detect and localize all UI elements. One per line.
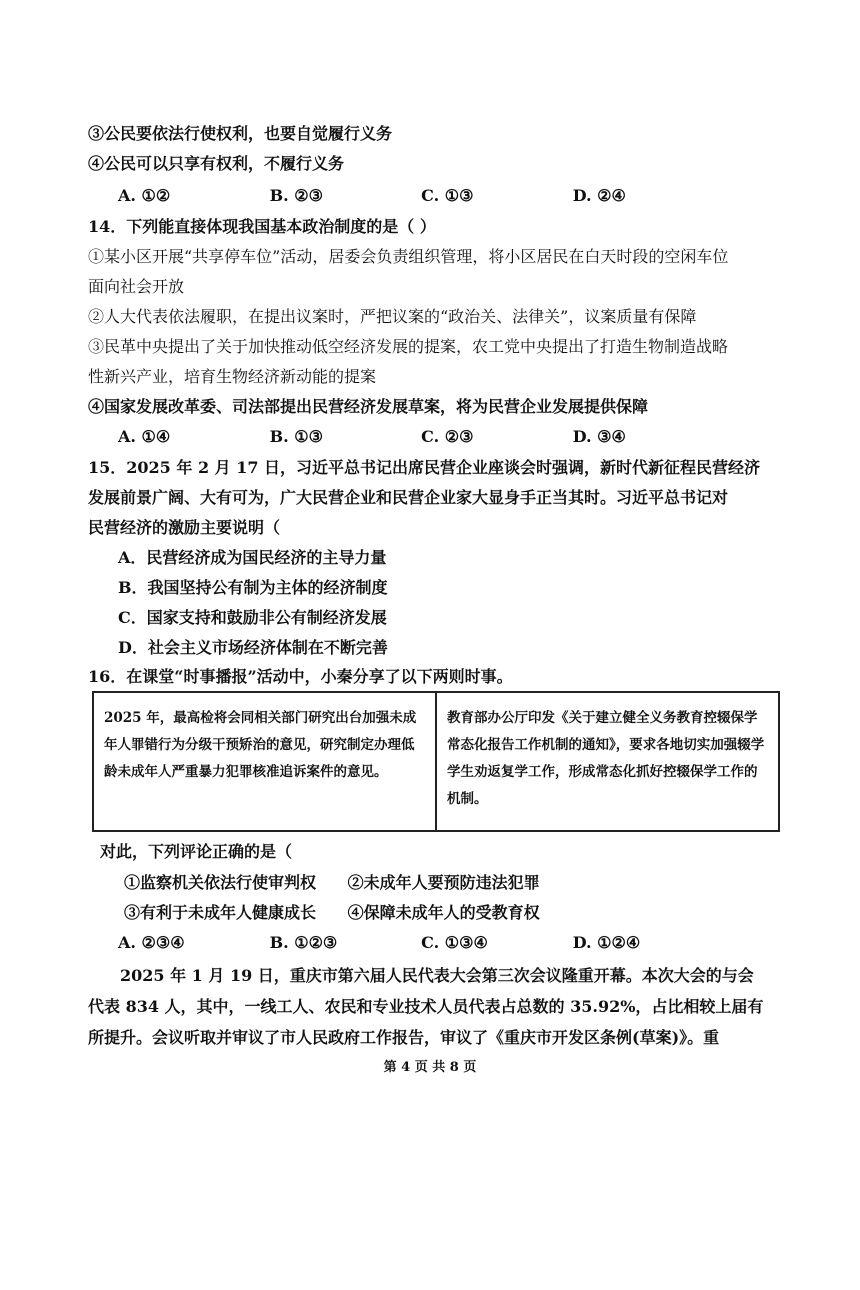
- option-a: A. ①②: [118, 186, 171, 205]
- q16-items-row-2: [124, 902, 540, 924]
- q14-item-3: ③民革中央提出了关于加快推动低空经济发展的提案，农工党中央提出了打造生物制造战略: [88, 337, 729, 356]
- option-b: B. ①②③: [269, 933, 338, 952]
- q16-stem: 16．在课堂“时事播报”活动中，小秦分享了以下两则时事。: [88, 667, 513, 686]
- fragment-options: [118, 185, 719, 207]
- material-line-1: 2025 年 1 月 19 日，重庆市第六届人民代表大会第三次会议隆重开幕。本次大会的与会: [120, 966, 754, 985]
- q16-options: [118, 932, 719, 954]
- option-d: D. ②④: [572, 186, 626, 205]
- option-c: C. ①③: [421, 186, 474, 205]
- option-d: D. ③④: [572, 427, 626, 446]
- q16-item-1: ①监察机关依法行使审判权: [124, 873, 317, 892]
- q16-item-2: ②未成年人要预防违法犯罪: [347, 873, 540, 892]
- option-c: C. ②③: [421, 427, 474, 446]
- material-paragraph: [88, 960, 773, 1053]
- q16-item-4: ④保障未成年人的受教育权: [347, 903, 540, 922]
- news-cell-left: 2025 年，最高检将会同相关部门研究出台加强未成年人罪错行为分级干预矫治的意见，研究制定办理低龄未成年人严重暴力犯罪核准追诉案件的意见。: [94, 693, 437, 830]
- q16-prompt: 对此，下列评论正确的是（: [100, 842, 293, 861]
- q15-stem-line-2: 发展前景广阔、大有可为，广大民营企业和民营企业家大显身手正当其时。习近平总书记对: [88, 488, 729, 507]
- q16-items-row-1: [124, 872, 540, 894]
- option-c: C. ①③④: [421, 933, 488, 952]
- material-line-3: 所提升。会议听取并审议了市人民政府工作报告，审议了《重庆市开发区条例(草案)》。重: [88, 1028, 720, 1047]
- q14-item-4: ④国家发展改革委、司法部提出民营经济发展草案，将为民营企业发展提供保障: [88, 397, 649, 416]
- option-b: B. ①③: [269, 427, 323, 446]
- q15-option-d: D．社会主义市场经济体制在不断完善: [118, 638, 388, 657]
- page-footer: 第 4 页 共 8 页: [383, 1060, 477, 1075]
- material-line-2: 代表 834 人，其中，一线工人、农民和专业技术人员代表占总数的 35.92%，占比相较上届有: [88, 997, 764, 1016]
- news-cell-right: 教育部办公厅印发《关于建立健全义务教育控辍保学常态化报告工作机制的通知》，要求各地切实加强辍学学生劝返复学工作，形成常态化抓好控辍保学工作的机制。: [447, 710, 765, 807]
- option-d: D. ①②④: [572, 933, 641, 952]
- q15-stem-line-3: 民营经济的激励主要说明（: [88, 518, 281, 537]
- q15-option-b: B．我国坚持公有制为主体的经济制度: [118, 578, 388, 597]
- option-a: A. ②③④: [118, 933, 185, 952]
- q15-stem-line-1: 15．2025 年 2 月 17 日，习近平总书记出席民营企业座谈会时强调，新时代新征程民营经济: [88, 458, 761, 477]
- option-b: B. ②③: [269, 186, 323, 205]
- q14-options: [118, 426, 719, 448]
- q14-item-2: ②人大代表依法履职，在提出议案时，严把议案的“政治关、法律关”，议案质量有保障: [88, 307, 697, 326]
- option-a: A. ①④: [118, 427, 171, 446]
- fragment-item-4: ④公民可以只享有权利，不履行义务: [88, 154, 345, 173]
- q14-item-1: ①某小区开展“共享停车位”活动，居委会负责组织管理，将小区居民在白天时段的空闲车位: [88, 247, 729, 266]
- q14-stem: 14．下列能直接体现我国基本政治制度的是（ ）: [88, 217, 436, 236]
- q15-option-c: C．国家支持和鼓励非公有制经济发展: [118, 608, 387, 627]
- fragment-item-3: ③公民要依法行使权利，也要自觉履行义务: [88, 124, 393, 143]
- q14-item-1-cont: 面向社会开放: [88, 277, 185, 296]
- news-table: [92, 691, 780, 832]
- q15-option-a: A．民营经济成为国民经济的主导力量: [118, 548, 387, 567]
- q16-item-3: ③有利于未成年人健康成长: [124, 903, 317, 922]
- q14-item-3-cont: 性新兴产业，培育生物经济新动能的提案: [88, 367, 377, 386]
